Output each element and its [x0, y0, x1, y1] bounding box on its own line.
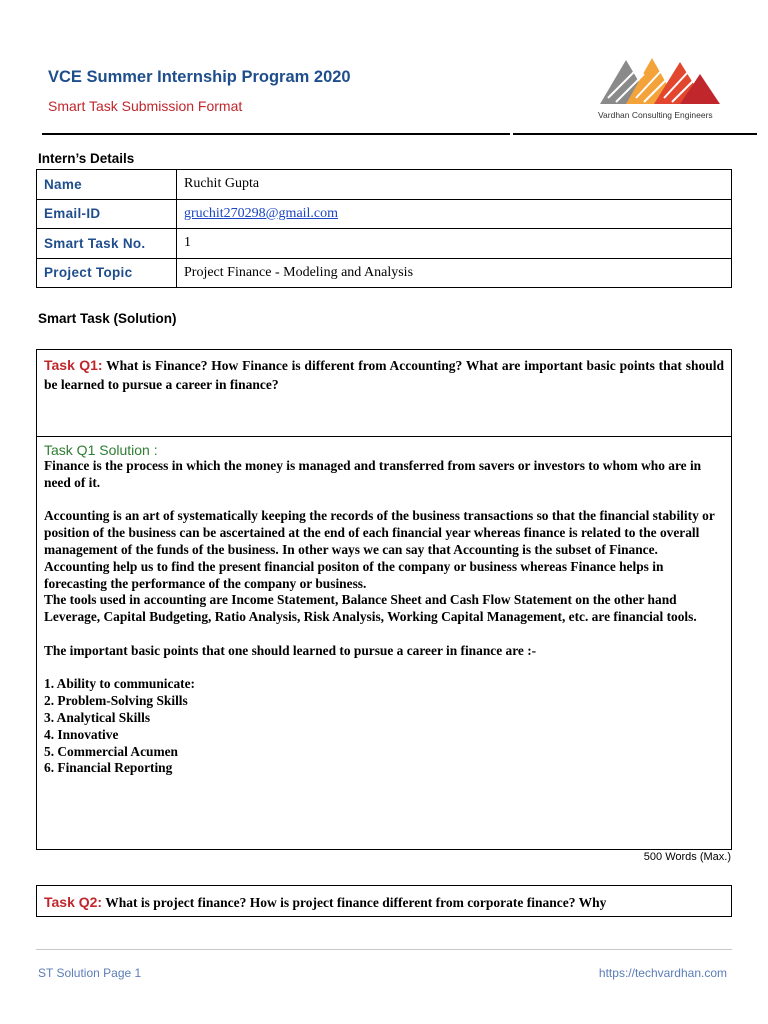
- name-value: Ruchit Gupta: [177, 170, 732, 200]
- project-topic-label: Project Topic: [37, 258, 177, 288]
- document-subtitle: Smart Task Submission Format: [48, 98, 243, 114]
- answer-paragraph: The tools used in accounting are Income Statement, Balance Sheet and Cash Flow Statement on the other hand Leverage, Capital Budgeting, Ratio Analysis, Risk Analysis, Working Capital Management, etc. are financial tools.: [44, 592, 697, 625]
- logo-caption: Vardhan Consulting Engineers: [598, 110, 713, 120]
- table-row: [37, 199, 732, 229]
- task-q2-label: Task Q2:: [44, 894, 103, 910]
- answer-paragraph: Finance is the process in which the money is managed and transferred from savers or investors to whom who are in need of it.: [44, 458, 702, 490]
- answer-paragraph: Accounting help us to find the present financial positon of the company or business whereas Finance helps in forecasting the performance of the company or business.: [44, 558, 664, 591]
- interns-details-heading: Intern’s Details: [38, 151, 135, 166]
- task-q1-question: [44, 356, 724, 394]
- word-limit-note: 500 Words (Max.): [643, 851, 731, 863]
- email-cell: [177, 199, 732, 229]
- list-item: 5. Commercial Acumen: [44, 743, 179, 759]
- document-title: VCE Summer Internship Program 2020: [48, 68, 351, 86]
- footer-page-label: ST Solution Page 1: [38, 966, 142, 980]
- email-link[interactable]: gruchit270298@gmail.com: [184, 205, 339, 221]
- footer-website-link[interactable]: https://techvardhan.com: [598, 966, 727, 980]
- table-row: [37, 229, 732, 259]
- table-row: [37, 258, 732, 288]
- interns-details-table: [36, 169, 732, 288]
- footer-divider: [36, 949, 732, 950]
- list-item: 4. Innovative: [44, 726, 119, 742]
- answer-paragraph: Accounting is an art of systematically keeping the records of the business transactions so that the financial stability or position of the business can be ascertained at the end of each financial year whereas finance is related to the overall management of the funds of the business. In other ways we can say that Accounting is the subset of Finance.: [44, 508, 715, 557]
- task-q1-solution-label: Task Q1 Solution :: [44, 442, 158, 458]
- list-item: 6. Financial Reporting: [44, 760, 173, 776]
- answer-paragraph: The important basic points that one should learned to pursue a career in finance are :-: [44, 642, 537, 658]
- email-label: Email-ID: [37, 199, 177, 229]
- header-divider-right: [513, 133, 757, 135]
- task-q1-label: Task Q1:: [44, 357, 103, 373]
- name-label: Name: [37, 170, 177, 200]
- task-number-label: Smart Task No.: [37, 229, 177, 259]
- table-row: [37, 170, 732, 200]
- task-q2-question: [44, 893, 724, 912]
- project-topic-value: Project Finance - Modeling and Analysis: [177, 258, 732, 288]
- task-q1-answer: [44, 458, 724, 777]
- header-divider-left: [42, 133, 510, 135]
- list-item: 2. Problem-Solving Skills: [44, 693, 188, 709]
- list-item: 3. Analytical Skills: [44, 709, 151, 725]
- task-q2-box: [36, 885, 732, 917]
- task-q2-text: What is project finance? How is project finance different from corporate finance? Why: [105, 895, 607, 910]
- smart-task-heading: Smart Task (Solution): [38, 311, 177, 326]
- list-item: 1. Ability to communicate:: [44, 676, 195, 692]
- vce-logo-icon: [596, 52, 726, 112]
- task-number-value: 1: [177, 229, 732, 259]
- task-q1-text: What is Finance? How Finance is different from Accounting? What are important basic points that should be learned to pursue a career in finance?: [44, 358, 724, 392]
- task-q1-solution-box: [36, 436, 732, 850]
- task-q1-box: [36, 349, 732, 437]
